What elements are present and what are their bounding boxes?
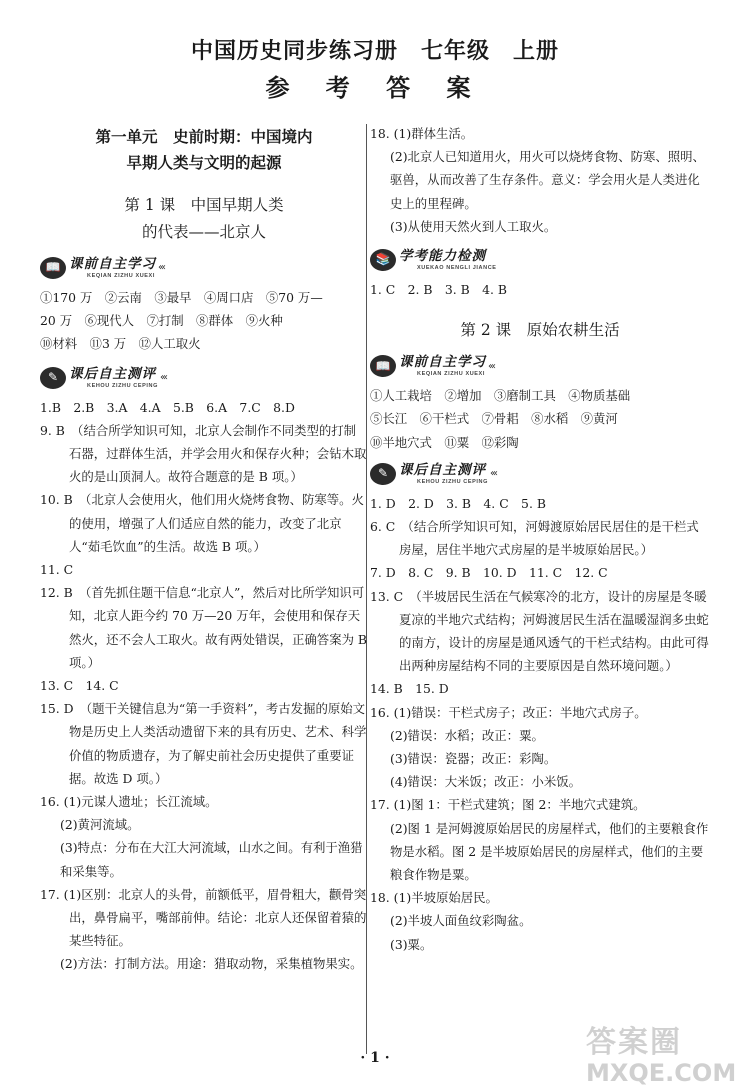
answer-line: 1. D 2. D 3. B 4. C 5. B [370, 495, 546, 511]
answer-item: 9. B （结合所学知识可知，北京人会制作不同类型的打制石器，过群体生活，并学会用火和保存火种；会钻木取火的是山顶洞人。故符合题意的是 B 项。） [40, 422, 367, 485]
lesson-2-title: 第 2 课 原始农耕生活 [460, 321, 620, 340]
unit-title: 第一单元 史前时期：中国境内 早期人类与文明的起源 [95, 128, 313, 172]
answer-item: (2)黄河流域。 [60, 817, 140, 833]
answer-item: 17. (1)图 1：干栏式建筑；图 2：半地穴式建筑。 [370, 797, 646, 813]
answer-item: (2)方法：打制方法。用途：猎取动物，采集植物果实。 [60, 956, 363, 972]
pencil-writer-icon: ✎ [40, 367, 66, 389]
answer-item: 12. B （首先抓住题干信息“北京人”，然后对比所学知识可知，北京人距今约 70 万—20 万年，会使用和保存天然火，还不会人工取火。故有两处错误，正确答案为 B 项。） [40, 585, 371, 670]
book-reader-icon: 📖 [40, 257, 66, 279]
left-column [40, 122, 371, 976]
answer-item: 18. (1)群体生活。 [370, 126, 474, 141]
pre-answer-line: ⑩材料 ⑪3 万 ⑫人工取火 [40, 336, 201, 352]
answer-item: (2)北京人已知道用火，用火可以烧烤食物、防寒、照明、驱兽，从而改善了生存条件。意义：学会用火是人类进化史上的里程碑。 [390, 149, 705, 211]
answer-item: 13. C （半坡居民生活在气候寒冷的北方，设计的房屋是冬暖夏凉的半地穴式结构；河姆渡居民生活在温暖湿润多虫蛇的南方，设计的房屋是通风透气的干栏式结构。由此可得出两种房屋结构不同的主要原因是自然环境问题。） [370, 588, 709, 674]
answer-item: (2)图 1 是河姆渡原始居民的房屋样式，他们的主要粮食作物是水稻。图 2 是半坡原始居民的房屋样式，他们的主要粮食作物是粟。 [390, 820, 709, 883]
answer-item: (4)错误：大米饭；改正：小米饭。 [390, 774, 582, 790]
answer-line: 14. B 15. D [370, 681, 449, 697]
right-column [370, 122, 710, 956]
pre-answer-line: ①人工栽培 ②增加 ③磨制工具 ④物质基础 [370, 388, 631, 404]
answer-line: 1. C 2. B 3. B 4. B [370, 282, 508, 298]
answer-item: (3)错误：瓷器；改正：彩陶。 [390, 751, 557, 767]
answer-item: 10. B （北京人会使用火，他们用火烧烤食物、防寒等。火的使用，增强了人们适应自然的能力，改变了北京人“茹毛饮血”的生活。故选 B 项。） [40, 492, 364, 554]
book-title: 中国历史同步练习册 七年级 上册 [190, 39, 559, 64]
pre-answer-line: ⑩半地穴式 ⑪粟 ⑫彩陶 [370, 434, 519, 450]
answer-line: 7. D 8. C 9. B 10. D 11. C 12. C [370, 565, 608, 581]
post-class-test-banner: ✎ 课后自主测评 KEHOU ZIZHU CEPING ‹‹‹ [370, 460, 710, 488]
book-stack-icon: 📚 [370, 249, 396, 271]
answer-item: (3)从使用天然火到人工取火。 [390, 218, 557, 234]
answer-item: 13. C 14. C [40, 678, 119, 694]
answer-item: (2)错误：水稻；改正：粟。 [390, 727, 544, 743]
answer-item: 18. (1)半坡原始居民。 [370, 890, 498, 906]
answer-item: 15. D （题干关键信息为“第一手资料”，考古发掘的原始文物是历史上人类活动遗留下来的具有历史、艺术、科学价值的物质遗存，为了解史前社会历史提供了重要证据。故选 D 项。） [40, 701, 367, 786]
pre-answer-line: ⑤长江 ⑥干栏式 ⑦骨耜 ⑧水稻 ⑨黄河 [370, 411, 618, 427]
answer-item: (3)粟。 [390, 936, 433, 952]
chevrons-icon: ‹‹‹ [488, 360, 494, 372]
watermark-logo: 答案圈 MXQE.COM [586, 1025, 737, 1087]
answer-line: 1.B 2.B 3.A 4.A 5.B 6.A 7.C 8.D [40, 399, 295, 415]
answer-key-title: 参 考 答 案 [265, 74, 485, 102]
pre-answer-line: 20 万 ⑥现代人 ⑦打制 ⑧群体 ⑨火种 [40, 313, 283, 329]
pre-answer-line: ①170 万 ②云南 ③最早 ④周口店 ⑤70 万— [40, 290, 323, 305]
answer-item: 6. C （结合所学知识可知，河姆渡原始居民居住的是干栏式房屋，居住半地穴式房屋的是半坡原始居民。） [370, 519, 699, 558]
book-reader-icon: 📖 [370, 355, 396, 377]
answer-item: 16. (1)元谋人遗址；长江流域。 [40, 794, 218, 810]
pre-class-study-banner: 📖 课前自主学习 KEQIAN ZIZHU XUEXI ‹‹‹ [40, 254, 368, 282]
answer-item: 16. (1)错误：干栏式房子；改正：半地穴式房子。 [370, 704, 647, 720]
chevrons-icon: ‹‹‹ [490, 468, 496, 480]
answer-item: (2)半坡人面鱼纹彩陶盆。 [390, 913, 532, 929]
lesson-1-title: 第 1 课 中国早期人类 的代表——北京人 [124, 196, 284, 241]
answer-item: 11. C [40, 562, 74, 578]
chevrons-icon: ‹‹‹ [158, 262, 164, 274]
chevrons-icon: ‹‹‹ [160, 372, 166, 383]
post-class-test-banner: ✎ 课后自主测评 KEHOU ZIZHU CEPING ‹‹‹ [40, 364, 368, 392]
answer-item: (3)特点：分布在大江大河流域，山水之间。有利于渔猎和采集等。 [60, 840, 363, 879]
page-number: · 1 · [360, 1050, 390, 1066]
pencil-writer-icon: ✎ [370, 463, 396, 485]
pre-class-study-banner: 📖 课前自主学习 KEQIAN ZIZHU XUEXI ‹‹‹ [370, 352, 710, 380]
answer-item: 17. (1)区别：北京人的头骨，前额低平，眉骨粗大，颧骨突出，鼻骨扁平，嘴部前伸。结论：北京人还保留着猿的某些特征。 [40, 886, 367, 949]
ability-test-banner: 📚 学考能力检测 XUEKAO NENGLI JIANCE [370, 246, 710, 274]
